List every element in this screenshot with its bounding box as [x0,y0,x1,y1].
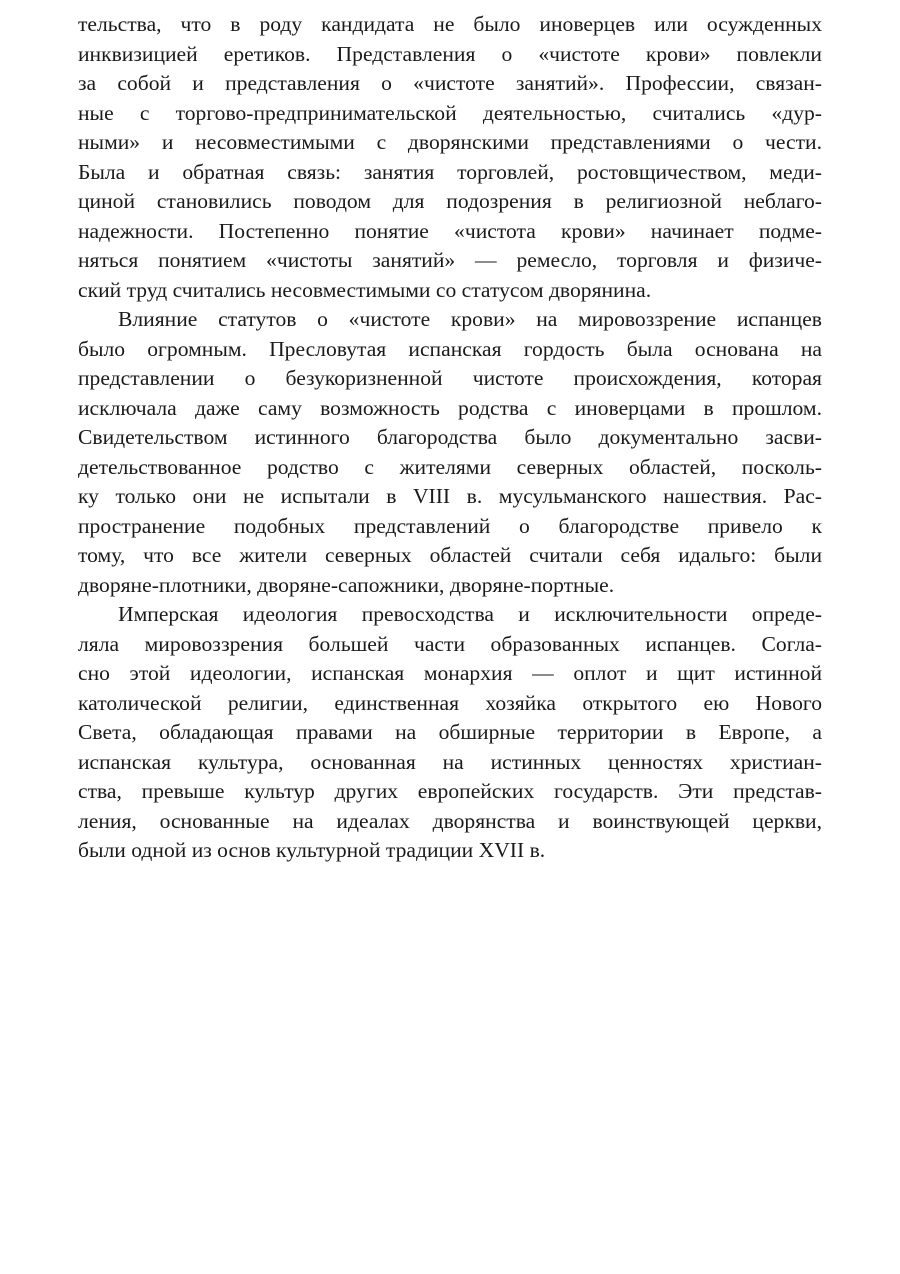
text-line: ства, превыше культур других европейских государств. Эти представ- [78,779,822,803]
text-line: ку только они не испытали в VIII в. мусульманского нашествия. Рас- [78,484,822,508]
paragraph-2 [78,305,822,600]
paragraph-3 [78,600,822,866]
text-line: надежности. Постепенно понятие «чистота крови» начинает подме- [78,218,822,243]
text-line: Свидетельством истинного благородства было документально засви- [78,425,822,449]
text-line: было огромным. Пресловутая испанская гордость была основана на [78,336,822,361]
text-line: ными» и несовместимыми с дворянскими представлениями о чести. [78,130,822,154]
text-line: за собой и представления о «чистоте занятий». Профессии, связан- [78,71,822,95]
text-line: ский труд считались несовместимыми со статусом дворянина. [78,277,652,302]
text-line: представлении о безукоризненной чистоте происхождения, которая [78,366,822,390]
text-line: няться понятием «чистоты занятий» — ремесло, торговля и физиче- [78,248,822,272]
text-line: Была и обратная связь: занятия торговлей, ростовщичеством, меди- [78,159,822,184]
text-line: ные с торгово-предпринимательской деятельностью, считались «дур- [78,100,822,125]
text-line: пространение подобных представлений о благородстве привело к [78,513,822,538]
text-line: ления, основанные на идеалах дворянства и воинствующей церкви, [78,808,822,833]
text-line: ляла мировоззрения большей части образованных испанцев. Согла- [78,631,822,656]
text-line: Влияние статутов о «чистоте крови» на мировоззрение испанцев [118,307,822,331]
text-line: тому, что все жители северных областей считали себя идальго: были [78,543,822,567]
text-line: были одной из основ культурной традиции XVII в. [78,838,546,862]
text-line: католической религии, единственная хозяйка открытого ею Нового [78,690,822,715]
text-line: исключала даже саму возможность родства с иноверцами в прошлом. [78,395,822,420]
text-line: детельствованное родство с жителями северных областей, посколь- [78,454,822,479]
text-line: циной становились поводом для подозрения в религиозной неблаго- [78,189,822,213]
paragraph-1 [78,10,822,305]
text-line: Имперская идеология превосходства и исключительности опреде- [118,602,822,626]
document-page [78,10,822,866]
text-line: Света, обладающая правами на обширные территории в Европе, а [78,720,822,744]
text-line: дворяне-плотники, дворяне-сапожники, дворяне-портные. [78,572,615,597]
text-line: сно этой идеологии, испанская монархия — оплот и щит истинной [78,661,822,685]
text-line: испанская культура, основанная на истинных ценностях христиан- [78,749,822,774]
text-line: инквизицией еретиков. Представления о «чистоте крови» повлекли [78,41,822,66]
text-line: тельства, что в роду кандидата не было иноверцев или осужденных [78,12,822,36]
